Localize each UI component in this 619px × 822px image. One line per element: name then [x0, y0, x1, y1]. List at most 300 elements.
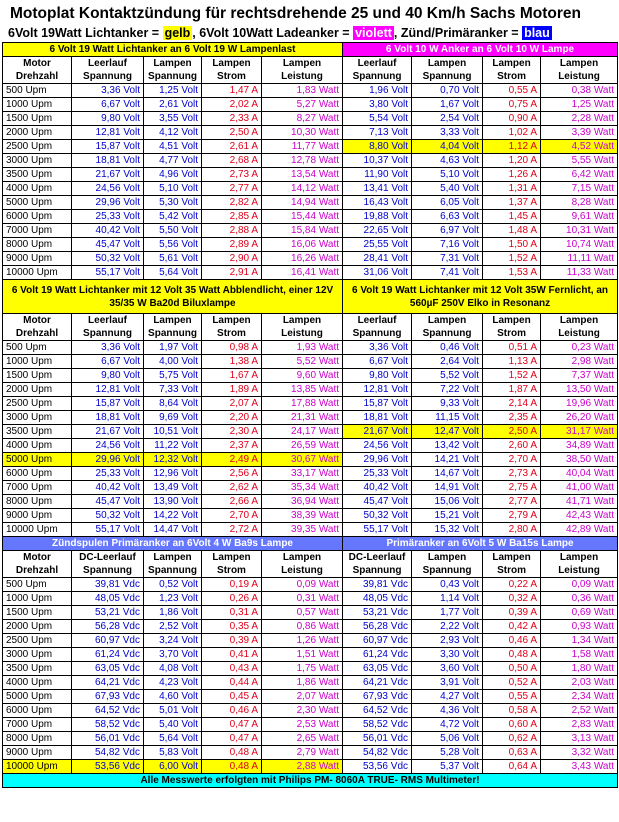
value-cell: 48,05 Vdc: [72, 592, 144, 606]
value-cell: 2,07 A: [202, 397, 262, 411]
value-cell: 15,87 Volt: [343, 397, 412, 411]
value-cell: 12,78 Watt: [262, 154, 343, 168]
value-cell: 53,56 Vdc: [343, 760, 412, 774]
table-row: [3, 341, 618, 355]
value-cell: 1,86 Watt: [262, 676, 343, 690]
legend-blau: blau: [524, 26, 550, 40]
value-cell: 6,63 Volt: [412, 210, 483, 224]
column-header-line: Spannung: [83, 71, 132, 82]
value-cell: 28,41 Volt: [343, 252, 412, 266]
value-cell: 8,64 Volt: [144, 397, 202, 411]
value-cell: 5,28 Volt: [412, 746, 483, 760]
value-cell: 0,09 Watt: [262, 578, 343, 592]
rpm-cell: 1000 Upm: [3, 355, 72, 369]
value-cell: 5,30 Volt: [144, 196, 202, 210]
value-cell: 0,23 Watt: [541, 341, 618, 355]
column-header: [262, 551, 343, 578]
value-cell: 4,63 Volt: [412, 154, 483, 168]
column-header-line: Leistung: [281, 565, 323, 576]
value-cell: 14,67 Volt: [412, 467, 483, 481]
value-cell: 34,89 Watt: [541, 439, 618, 453]
value-cell: 9,33 Volt: [412, 397, 483, 411]
table-row: [3, 648, 618, 662]
value-cell: 40,42 Volt: [72, 481, 144, 495]
value-cell: 36,94 Watt: [262, 495, 343, 509]
rpm-cell: 3000 Upm: [3, 411, 72, 425]
value-cell: 9,69 Volt: [144, 411, 202, 425]
value-cell: 0,57 Watt: [262, 606, 343, 620]
table-row: [3, 495, 618, 509]
value-cell: 15,84 Watt: [262, 224, 343, 238]
value-cell: 1,67 Volt: [412, 98, 483, 112]
column-header-line: Spannung: [83, 565, 132, 576]
rpm-cell: 2500 Upm: [3, 397, 72, 411]
value-cell: 1,47 A: [202, 84, 262, 98]
value-cell: 13,54 Watt: [262, 168, 343, 182]
column-header: [3, 314, 72, 341]
value-cell: 0,38 Watt: [541, 84, 618, 98]
value-cell: 0,41 A: [202, 648, 262, 662]
table-row: [3, 606, 618, 620]
rpm-cell: 6000 Upm: [3, 467, 72, 481]
value-cell: 0,46 A: [483, 634, 541, 648]
value-cell: 0,19 A: [202, 578, 262, 592]
table-row: [3, 355, 618, 369]
value-cell: 1,52 A: [483, 369, 541, 383]
value-cell: 1,97 Volt: [144, 341, 202, 355]
value-cell: 8,80 Volt: [343, 140, 412, 154]
column-header-line: Leerlauf: [88, 58, 127, 69]
value-cell: 9,80 Volt: [343, 369, 412, 383]
table-row: [3, 760, 618, 774]
value-cell: 19,96 Watt: [541, 397, 618, 411]
value-cell: 58,52 Vdc: [343, 718, 412, 732]
column-header-line: Lampen: [153, 315, 192, 326]
value-cell: 0,09 Watt: [541, 578, 618, 592]
value-cell: 0,52 A: [483, 676, 541, 690]
value-cell: 21,31 Watt: [262, 411, 343, 425]
table-row: [3, 620, 618, 634]
value-cell: 7,15 Watt: [541, 182, 618, 196]
column-header-line: Drehzahl: [15, 71, 59, 82]
column-header: [483, 57, 541, 84]
value-cell: 14,22 Volt: [144, 509, 202, 523]
value-cell: 6,42 Watt: [541, 168, 618, 182]
column-header-line: Lampen: [282, 315, 322, 326]
value-cell: 53,21 Vdc: [72, 606, 144, 620]
value-cell: 17,88 Watt: [262, 397, 343, 411]
value-cell: 19,88 Volt: [343, 210, 412, 224]
section-header-row: [3, 537, 618, 551]
value-cell: 6,97 Volt: [412, 224, 483, 238]
column-header-line: Leistung: [281, 71, 323, 82]
value-cell: 0,55 A: [483, 84, 541, 98]
column-header: [483, 551, 541, 578]
value-cell: 1,51 Watt: [262, 648, 343, 662]
table-row: [3, 397, 618, 411]
rpm-cell: 9000 Upm: [3, 252, 72, 266]
value-cell: 0,47 A: [202, 732, 262, 746]
value-cell: 64,21 Vdc: [72, 676, 144, 690]
value-cell: 0,62 A: [483, 732, 541, 746]
column-header-line: Lampen: [492, 315, 531, 326]
table-row: [3, 154, 618, 168]
value-cell: 2,65 Watt: [262, 732, 343, 746]
value-cell: 15,87 Volt: [72, 140, 144, 154]
measurement-table: [2, 42, 618, 788]
section-header-row: [3, 43, 618, 57]
value-cell: 0,32 A: [483, 592, 541, 606]
value-cell: 11,15 Volt: [412, 411, 483, 425]
value-cell: 2,52 Watt: [541, 704, 618, 718]
rpm-cell: 2500 Upm: [3, 634, 72, 648]
value-cell: 41,00 Watt: [541, 481, 618, 495]
value-cell: 5,42 Volt: [144, 210, 202, 224]
value-cell: 5,40 Volt: [144, 718, 202, 732]
value-cell: 10,31 Watt: [541, 224, 618, 238]
value-cell: 1,34 Watt: [541, 634, 618, 648]
section-title-left: 6 Volt 19 Watt Lichtanker mit 12 Volt 35 Watt Abblendlicht, einer 12V 35/35 W Ba20d Biluxlampe: [3, 280, 343, 314]
value-cell: 0,64 A: [483, 760, 541, 774]
value-cell: 3,80 Volt: [343, 98, 412, 112]
value-cell: 1,93 Watt: [262, 341, 343, 355]
rpm-cell: 5000 Upm: [3, 453, 72, 467]
value-cell: 50,32 Volt: [343, 509, 412, 523]
value-cell: 1,23 Volt: [144, 592, 202, 606]
value-cell: 2,50 A: [202, 126, 262, 140]
value-cell: 0,48 A: [202, 760, 262, 774]
value-cell: 1,67 A: [202, 369, 262, 383]
value-cell: 5,10 Volt: [412, 168, 483, 182]
value-cell: 11,33 Watt: [541, 266, 618, 280]
value-cell: 1,48 A: [483, 224, 541, 238]
value-cell: 25,55 Volt: [343, 238, 412, 252]
value-cell: 2,07 Watt: [262, 690, 343, 704]
value-cell: 29,96 Volt: [343, 453, 412, 467]
column-header-line: Lampen: [559, 552, 599, 563]
column-header: [343, 314, 412, 341]
value-cell: 24,17 Watt: [262, 425, 343, 439]
column-header-line: Leerlauf: [88, 315, 127, 326]
value-cell: 0,51 A: [483, 341, 541, 355]
value-cell: 12,81 Volt: [72, 383, 144, 397]
value-cell: 2,88 A: [202, 224, 262, 238]
value-cell: 13,49 Volt: [144, 481, 202, 495]
value-cell: 10,74 Watt: [541, 238, 618, 252]
value-cell: 3,91 Volt: [412, 676, 483, 690]
value-cell: 6,67 Volt: [72, 98, 144, 112]
value-cell: 0,58 A: [483, 704, 541, 718]
value-cell: 60,97 Vdc: [343, 634, 412, 648]
value-cell: 39,81 Vdc: [343, 578, 412, 592]
value-cell: 4,52 Watt: [541, 140, 618, 154]
value-cell: 53,56 Vdc: [72, 760, 144, 774]
column-header-line: Motor: [23, 315, 51, 326]
value-cell: 7,22 Volt: [412, 383, 483, 397]
value-cell: 0,48 A: [483, 648, 541, 662]
value-cell: 2,77 A: [202, 182, 262, 196]
value-cell: 4,12 Volt: [144, 126, 202, 140]
value-cell: 2,91 A: [202, 266, 262, 280]
value-cell: 1,87 A: [483, 383, 541, 397]
column-header-line: Lampen: [559, 315, 599, 326]
rpm-cell: 2000 Upm: [3, 620, 72, 634]
value-cell: 9,60 Watt: [262, 369, 343, 383]
rpm-cell: 1000 Upm: [3, 98, 72, 112]
column-header: [72, 314, 144, 341]
column-header-line: Leistung: [281, 328, 323, 339]
value-cell: 39,35 Watt: [262, 523, 343, 537]
value-cell: 1,80 Watt: [541, 662, 618, 676]
table-row: [3, 266, 618, 280]
value-cell: 18,81 Volt: [72, 411, 144, 425]
value-cell: 25,33 Volt: [72, 210, 144, 224]
column-header: [541, 314, 618, 341]
value-cell: 45,47 Volt: [72, 495, 144, 509]
value-cell: 7,13 Volt: [343, 126, 412, 140]
value-cell: 40,42 Volt: [343, 481, 412, 495]
value-cell: 1,38 A: [202, 355, 262, 369]
value-cell: 2,85 A: [202, 210, 262, 224]
column-header-line: Strom: [497, 71, 526, 82]
section-title-right: 6 Volt 10 W Anker an 6 Volt 10 W Lampe: [343, 43, 618, 57]
value-cell: 55,17 Volt: [343, 523, 412, 537]
column-header-line: DC-Leerlauf: [79, 552, 136, 563]
rpm-cell: 1500 Upm: [3, 112, 72, 126]
value-cell: 26,20 Watt: [541, 411, 618, 425]
rpm-cell: 10000 Upm: [3, 523, 72, 537]
column-header-row: [3, 57, 618, 84]
value-cell: 0,90 A: [483, 112, 541, 126]
value-cell: 2,79 A: [483, 509, 541, 523]
value-cell: 5,83 Volt: [144, 746, 202, 760]
column-header-line: Spannung: [148, 71, 197, 82]
value-cell: 14,21 Volt: [412, 453, 483, 467]
value-cell: 13,50 Watt: [541, 383, 618, 397]
column-header-line: Strom: [217, 565, 246, 576]
column-header-line: Leerlauf: [357, 58, 397, 69]
value-cell: 5,40 Volt: [412, 182, 483, 196]
value-cell: 1,25 Watt: [541, 98, 618, 112]
value-cell: 7,31 Volt: [412, 252, 483, 266]
value-cell: 29,96 Volt: [72, 453, 144, 467]
value-cell: 4,04 Volt: [412, 140, 483, 154]
table-row: [3, 140, 618, 154]
value-cell: 7,33 Volt: [144, 383, 202, 397]
value-cell: 12,81 Volt: [343, 383, 412, 397]
value-cell: 1,26 Watt: [262, 634, 343, 648]
value-cell: 2,83 Watt: [541, 718, 618, 732]
value-cell: 3,60 Volt: [412, 662, 483, 676]
value-cell: 2,30 A: [202, 425, 262, 439]
value-cell: 3,33 Volt: [412, 126, 483, 140]
value-cell: 2,82 A: [202, 196, 262, 210]
value-cell: 2,28 Watt: [541, 112, 618, 126]
value-cell: 2,77 A: [483, 495, 541, 509]
value-cell: 64,21 Vdc: [343, 676, 412, 690]
value-cell: 1,53 A: [483, 266, 541, 280]
column-header-line: Spannung: [422, 328, 472, 339]
column-header: [412, 314, 483, 341]
column-header-line: Leistung: [558, 71, 600, 82]
column-header: [343, 551, 412, 578]
table-row: [3, 690, 618, 704]
value-cell: 24,56 Volt: [343, 439, 412, 453]
rpm-cell: 6000 Upm: [3, 210, 72, 224]
table-row: [3, 523, 618, 537]
column-header-line: Spannung: [148, 328, 197, 339]
table-row: [3, 98, 618, 112]
table-row: [3, 224, 618, 238]
value-cell: 12,47 Volt: [412, 425, 483, 439]
value-cell: 2,53 Watt: [262, 718, 343, 732]
value-cell: 2,80 A: [483, 523, 541, 537]
table-row: [3, 746, 618, 760]
value-cell: 2,64 Volt: [412, 355, 483, 369]
value-cell: 1,25 Volt: [144, 84, 202, 98]
rpm-cell: 1000 Upm: [3, 592, 72, 606]
value-cell: 14,94 Watt: [262, 196, 343, 210]
column-header-line: Lampen: [427, 552, 467, 563]
value-cell: 45,47 Volt: [343, 495, 412, 509]
column-header: [343, 57, 412, 84]
column-header: [541, 57, 618, 84]
value-cell: 2,72 A: [202, 523, 262, 537]
value-cell: 0,50 A: [483, 662, 541, 676]
value-cell: 3,24 Volt: [144, 634, 202, 648]
value-cell: 4,96 Volt: [144, 168, 202, 182]
value-cell: 15,21 Volt: [412, 509, 483, 523]
value-cell: 2,35 A: [483, 411, 541, 425]
rpm-cell: 3000 Upm: [3, 648, 72, 662]
value-cell: 56,01 Vdc: [72, 732, 144, 746]
value-cell: 58,52 Vdc: [72, 718, 144, 732]
rpm-cell: 8000 Upm: [3, 732, 72, 746]
legend-gelb: gelb: [164, 26, 191, 40]
value-cell: 6,67 Volt: [72, 355, 144, 369]
value-cell: 56,01 Vdc: [343, 732, 412, 746]
value-cell: 4,77 Volt: [144, 154, 202, 168]
value-cell: 38,39 Watt: [262, 509, 343, 523]
value-cell: 2,54 Volt: [412, 112, 483, 126]
value-cell: 31,06 Volt: [343, 266, 412, 280]
rpm-cell: 3500 Upm: [3, 425, 72, 439]
value-cell: 16,41 Watt: [262, 266, 343, 280]
value-cell: 2,20 A: [202, 411, 262, 425]
value-cell: 14,91 Volt: [412, 481, 483, 495]
value-cell: 55,17 Volt: [72, 523, 144, 537]
value-cell: 31,17 Watt: [541, 425, 618, 439]
value-cell: 0,63 A: [483, 746, 541, 760]
table-row: [3, 481, 618, 495]
table-row: [3, 439, 618, 453]
table-row: [3, 425, 618, 439]
column-header: [541, 551, 618, 578]
rpm-cell: 2000 Upm: [3, 383, 72, 397]
value-cell: 3,13 Watt: [541, 732, 618, 746]
value-cell: 0,22 A: [483, 578, 541, 592]
table-row: [3, 592, 618, 606]
value-cell: 0,48 A: [202, 746, 262, 760]
value-cell: 61,24 Vdc: [72, 648, 144, 662]
value-cell: 2,30 Watt: [262, 704, 343, 718]
value-cell: 3,30 Volt: [412, 648, 483, 662]
value-cell: 2,79 Watt: [262, 746, 343, 760]
column-header-line: Drehzahl: [15, 565, 59, 576]
value-cell: 16,06 Watt: [262, 238, 343, 252]
table-row: [3, 196, 618, 210]
rpm-cell: 500 Upm: [3, 341, 72, 355]
value-cell: 6,67 Volt: [343, 355, 412, 369]
value-cell: 5,06 Volt: [412, 732, 483, 746]
rpm-cell: 4000 Upm: [3, 439, 72, 453]
value-cell: 14,47 Volt: [144, 523, 202, 537]
section-title-right: Primäranker an 6Volt 5 W Ba15s Lampe: [343, 537, 618, 551]
value-cell: 1,45 A: [483, 210, 541, 224]
table-row: [3, 210, 618, 224]
table-row: [3, 238, 618, 252]
value-cell: 3,70 Volt: [144, 648, 202, 662]
value-cell: 7,37 Watt: [541, 369, 618, 383]
value-cell: 0,42 A: [483, 620, 541, 634]
value-cell: 2,49 A: [202, 453, 262, 467]
value-cell: 38,50 Watt: [541, 453, 618, 467]
value-cell: 21,67 Volt: [343, 425, 412, 439]
value-cell: 1,77 Volt: [412, 606, 483, 620]
value-cell: 11,90 Volt: [343, 168, 412, 182]
value-cell: 2,88 Watt: [262, 760, 343, 774]
value-cell: 16,43 Volt: [343, 196, 412, 210]
value-cell: 3,39 Watt: [541, 126, 618, 140]
value-cell: 18,81 Volt: [72, 154, 144, 168]
value-cell: 5,27 Watt: [262, 98, 343, 112]
column-header-line: Leistung: [558, 328, 600, 339]
value-cell: 42,89 Watt: [541, 523, 618, 537]
table-row: [3, 634, 618, 648]
value-cell: 2,03 Watt: [541, 676, 618, 690]
value-cell: 0,98 A: [202, 341, 262, 355]
value-cell: 6,05 Volt: [412, 196, 483, 210]
value-cell: 0,36 Watt: [541, 592, 618, 606]
column-header: [412, 551, 483, 578]
value-cell: 0,52 Volt: [144, 578, 202, 592]
value-cell: 1,26 A: [483, 168, 541, 182]
column-header-line: Lampen: [282, 552, 322, 563]
value-cell: 3,43 Watt: [541, 760, 618, 774]
table-row: [3, 252, 618, 266]
value-cell: 63,05 Vdc: [343, 662, 412, 676]
value-cell: 5,52 Watt: [262, 355, 343, 369]
value-cell: 29,96 Volt: [72, 196, 144, 210]
column-header: [262, 57, 343, 84]
column-header-line: Lampen: [492, 58, 531, 69]
value-cell: 0,43 A: [202, 662, 262, 676]
value-cell: 5,54 Volt: [343, 112, 412, 126]
section-title-right: 6 Volt 19 Watt Lichtanker mit 12 Volt 35W Fernlicht, an 560µF 250V Elko in Resonanz: [343, 280, 618, 314]
rpm-cell: 500 Upm: [3, 578, 72, 592]
value-cell: 64,52 Vdc: [343, 704, 412, 718]
rpm-cell: 4000 Upm: [3, 182, 72, 196]
rpm-cell: 1500 Upm: [3, 606, 72, 620]
value-cell: 15,44 Watt: [262, 210, 343, 224]
column-header-line: Strom: [217, 328, 246, 339]
legend-text-1: 6Volt 19Watt Lichtanker =: [8, 26, 163, 40]
value-cell: 0,69 Watt: [541, 606, 618, 620]
column-header: [412, 57, 483, 84]
column-header-line: Lampen: [212, 58, 251, 69]
rpm-cell: 8000 Upm: [3, 238, 72, 252]
value-cell: 10,51 Volt: [144, 425, 202, 439]
